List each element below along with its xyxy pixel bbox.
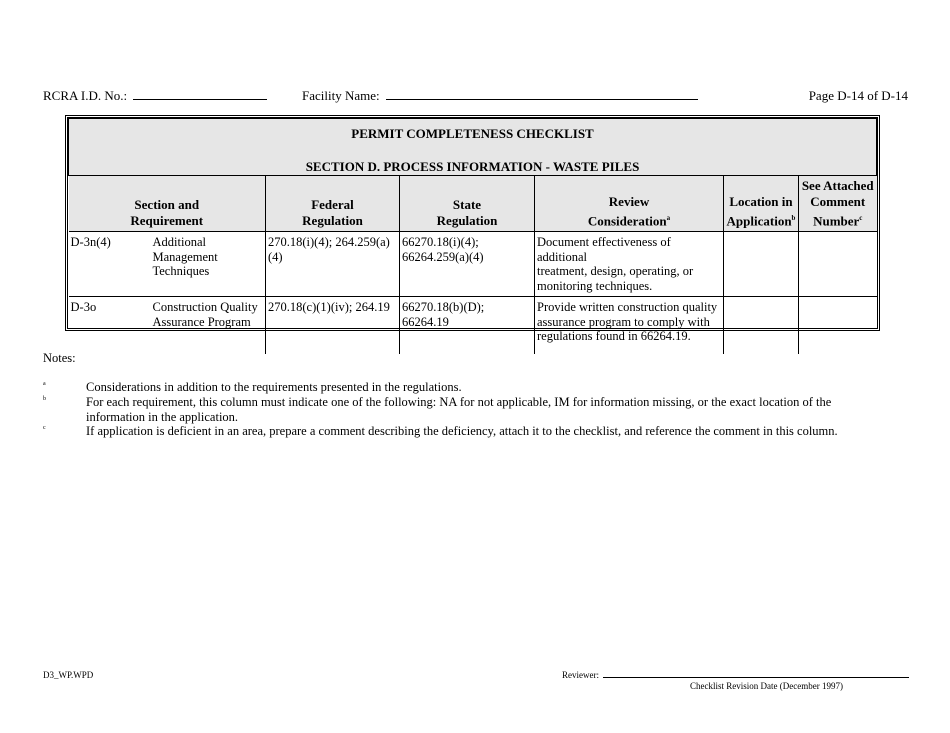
reviewer-line[interactable]	[603, 669, 909, 678]
location-cell[interactable]	[724, 297, 799, 354]
note-text: For each requirement, this column must indicate one of the following: NA for not applicable, IM for information missing, or the exact location of the information in the application.	[86, 395, 832, 424]
col-section-requirement	[69, 176, 266, 232]
reviewer-field	[562, 669, 909, 680]
notes-heading: Notes:	[43, 351, 76, 365]
col-review-line1: Review	[608, 193, 650, 209]
page-number: Page D-14 of D-14	[808, 88, 908, 103]
note-text: If application is deficient in an area, prepare a comment describing the deficiency, attach it to the checklist, and reference the comment in this column.	[86, 424, 838, 438]
federal-regulation-cell: 270.18(c)(1)(iv); 264.19	[266, 297, 400, 354]
note-mark: b	[43, 396, 46, 402]
table-row	[69, 297, 877, 354]
col-section-line1: Section and	[134, 197, 200, 212]
checklist-section: SECTION D. PROCESS INFORMATION - WASTE PILES	[305, 159, 640, 174]
col-state-line2: Regulation	[436, 213, 498, 228]
col-location-sup: b	[791, 213, 796, 222]
location-cell[interactable]	[724, 232, 799, 297]
section-requirement-cell	[69, 232, 266, 297]
checklist-title: PERMIT COMPLETENESS CHECKLIST	[351, 126, 594, 141]
requirement-name	[153, 300, 258, 329]
col-review-sup: a	[666, 213, 671, 222]
rcra-id-label: RCRA I.D. No.:	[43, 88, 128, 103]
requirement-line: Assurance Program	[152, 314, 251, 329]
state-regulation-cell	[400, 232, 535, 297]
review-line: Document effectiveness of additional	[537, 235, 671, 264]
federal-regulation-cell: 270.18(i)(4); 264.259(a)(4)	[266, 232, 400, 297]
checklist-table-frame	[65, 115, 880, 343]
col-comment-number	[799, 176, 877, 232]
col-state-regulation	[400, 176, 535, 232]
requirement-id: D-3o	[70, 300, 97, 314]
checklist-title-block	[69, 119, 877, 176]
col-location-line2: Application	[726, 213, 792, 228]
note-mark: a	[43, 381, 46, 387]
state-line: 66270.18(i)(4);	[402, 235, 479, 249]
col-federal-regulation	[266, 176, 400, 232]
col-review-consideration	[535, 176, 724, 232]
col-comment-line2: Comment	[810, 193, 866, 209]
review-consideration-cell	[535, 297, 724, 354]
table-row	[69, 232, 877, 297]
requirement-line: Additional	[152, 235, 206, 249]
requirement-line: Techniques	[152, 264, 210, 278]
state-line: 66270.18(b)(D); 66264.19	[402, 300, 485, 329]
col-state-line1: State	[452, 197, 482, 212]
note-text: Considerations in addition to the requirements presented in the regulations.	[86, 380, 462, 394]
section-requirement-cell	[69, 297, 266, 354]
review-consideration-cell	[535, 232, 724, 297]
requirement-id: D-3n(4)	[70, 235, 111, 249]
reviewer-label: Reviewer:	[562, 670, 599, 680]
col-section-line2: Requirement	[130, 213, 204, 228]
state-line: 66264.259(a)(4)	[402, 249, 484, 264]
comment-number-cell[interactable]	[799, 232, 877, 297]
rcra-id-line[interactable]	[133, 89, 267, 100]
comment-number-cell[interactable]	[799, 297, 877, 354]
col-comment-line3: Number	[813, 213, 860, 228]
facility-name-line[interactable]	[386, 89, 698, 100]
review-line: treatment, design, operating, or	[537, 264, 694, 278]
col-federal-line2: Regulation	[302, 213, 363, 228]
review-line: regulations found in 66264.19.	[537, 329, 691, 343]
note-mark: c	[43, 425, 46, 431]
col-location-line1: Location in	[729, 193, 793, 209]
requirement-line: Management	[152, 249, 218, 264]
review-line: monitoring techniques.	[537, 278, 653, 293]
requirement-line: Construction Quality	[152, 300, 258, 314]
rcra-id-field	[43, 88, 267, 104]
facility-name-label: Facility Name:	[302, 88, 380, 103]
col-comment-sup: c	[859, 213, 863, 222]
review-line: assurance program to comply with	[537, 314, 710, 329]
col-review-line2: Consideration	[587, 213, 667, 228]
facility-name-field	[302, 88, 698, 104]
col-federal-line1: Federal	[311, 197, 354, 212]
file-name: D3_WP.WPD	[43, 670, 94, 680]
checklist-table	[68, 118, 877, 354]
state-regulation-cell	[400, 297, 535, 354]
col-comment-line1: See Attached	[801, 177, 874, 193]
col-location-application	[724, 176, 799, 232]
requirement-name	[153, 235, 218, 279]
revision-date: Checklist Revision Date (December 1997)	[690, 681, 843, 691]
review-line: Provide written construction quality	[537, 300, 718, 314]
